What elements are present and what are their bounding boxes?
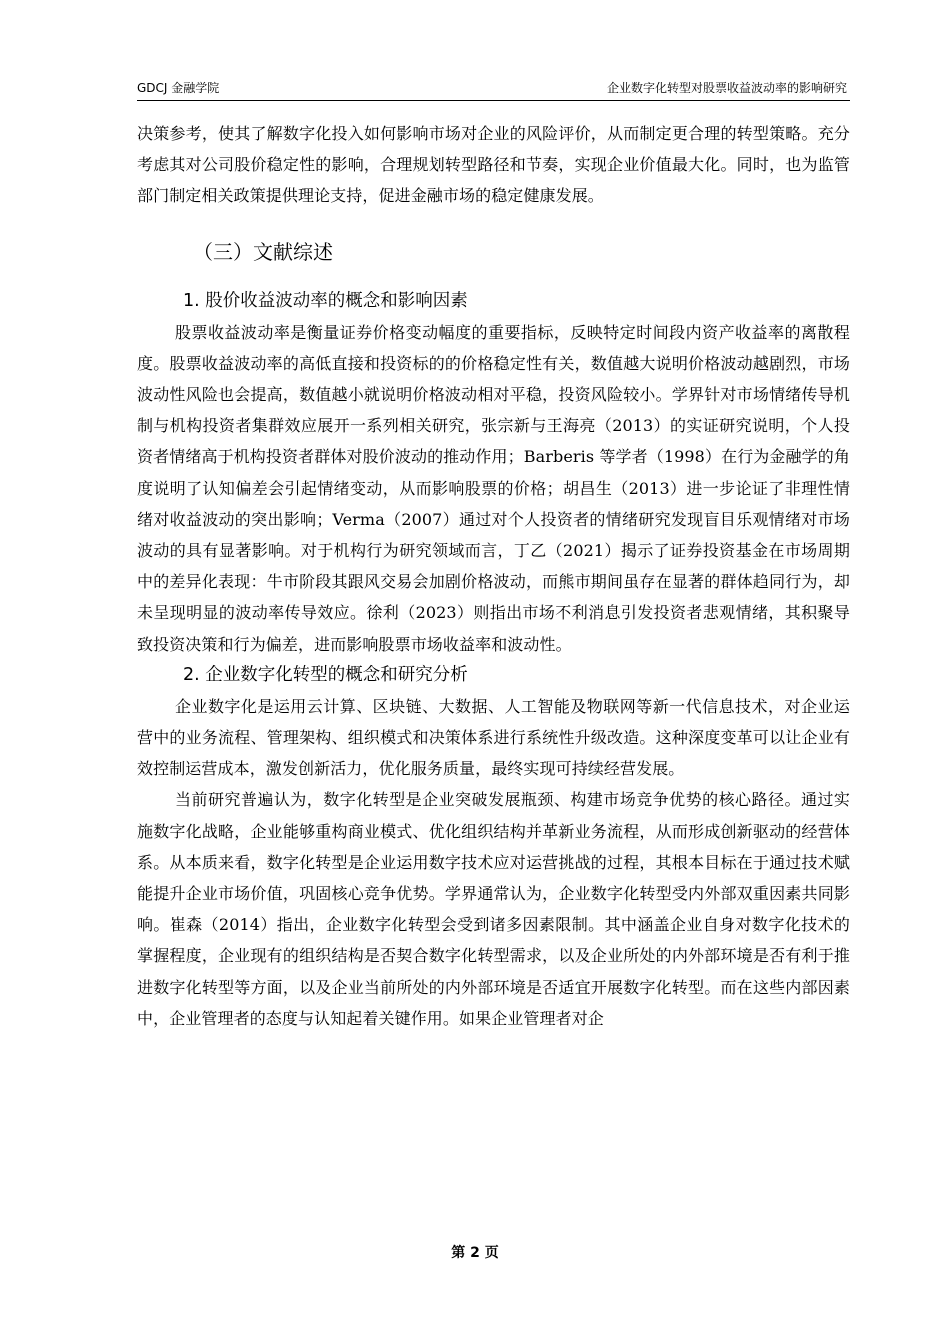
paragraph-digitalization-research: 当前研究普遍认为，数字化转型是企业突破发展瓶颈、构建市场竞争优势的核心路径。通过实施数字化战略，企业能够重构商业模式、优化组织结构并革新业务流程，从而形成创新驱动的经营体系。从本质来看，数字化转型是企业运用数字技术应对运营挑战的过程，其根本目标在于通过技术赋能提升企业市场价值，巩固核心竞争优势。学界通常认为，企业数字化转型受内外部双重因素共同影响。崔森（2014）指出，企业数字化转型会受到诸多因素限制。其中涵盖企业自身对数字化技术的掌握程度，企业现有的组织结构是否契合数字化转型需求，以及企业所处的内外部环境是否有利于推进数字化转型等方面，以及企业当前所处的内外部环境是否适宜开展数字化转型。而在这些内部因素中，企业管理者的态度与认知起着关键作用。如果企业管理者对企 [137, 790, 850, 1028]
page-number: 第 2 页 [451, 1245, 499, 1261]
header-paper-title: 企业数字化转型对股票收益波动率的影响研究 [606, 81, 847, 95]
page-header [137, 76, 850, 101]
section-heading-literature-review: （三）文献综述 [193, 239, 333, 264]
subheading-digital-transformation: 2. 企业数字化转型的概念和研究分析 [183, 664, 468, 685]
subheading-volatility-concept: 1. 股价收益波动率的概念和影响因素 [183, 290, 468, 311]
page-content [137, 118, 850, 1034]
paragraph-digitalization-definition: 企业数字化是运用云计算、区块链、大数据、人工智能及物联网等新一代信息技术，对企业运营中的业务流程、管理架构、组织模式和决策体系进行系统性升级改造。这种深度变革可以让企业有效控制运营成本，激发创新活力，优化服务质量，最终实现可持续经营发展。 [137, 696, 850, 779]
header-institution: GDCJ 金融学院 [137, 81, 220, 95]
paragraph-volatility: 股票收益波动率是衡量证券价格变动幅度的重要指标，反映特定时间段内资产收益率的离散程度。股票收益波动率的高低直接和投资标的的价格稳定性有关，数值越大说明价格波动越剧烈，市场波动性风险也会提高，数值越小就说明价格波动相对平稳，投资风险较小。学界针对市场情绪传导机制与机构投资者集群效应展开一系列相关研究，张宗新与王海亮（2013）的实证研究说明，个人投资者情绪高于机构投资者群体对股价波动的推动作用；Barberis 等学者（1998）在行为金融学的角度说明了认知偏差会引起情绪变动，从而影响股票的价格；胡昌生（2013）进一步论证了非理性情绪对收益波动的突出影响；Verma（2007）通过对个人投资者的情绪研究发现盲目乐观情绪对市场波动的具有显著影响。对于机构行为研究领域而言，丁乙（2021）揭示了证券投资基金在市场周期中的差异化表现：牛市阶段其跟风交易会加剧价格波动，而熊市期间虽存在显著的群体趋同行为，却未呈现明显的波动率传导效应。徐利（2023）则指出市场不利消息引发投资者悲观情绪，其积聚导致投资决策和行为偏差，进而影响股票市场收益率和波动性。 [137, 322, 850, 654]
intro-paragraph: 决策参考，使其了解数字化投入如何影响市场对企业的风险评价，从而制定更合理的转型策略。充分考虑其对公司股价稳定性的影响，合理规划转型路径和节奏，实现企业价值最大化。同时，也为监管部门制定相关政策提供理论支持，促进金融市场的稳定健康发展。 [137, 124, 850, 206]
